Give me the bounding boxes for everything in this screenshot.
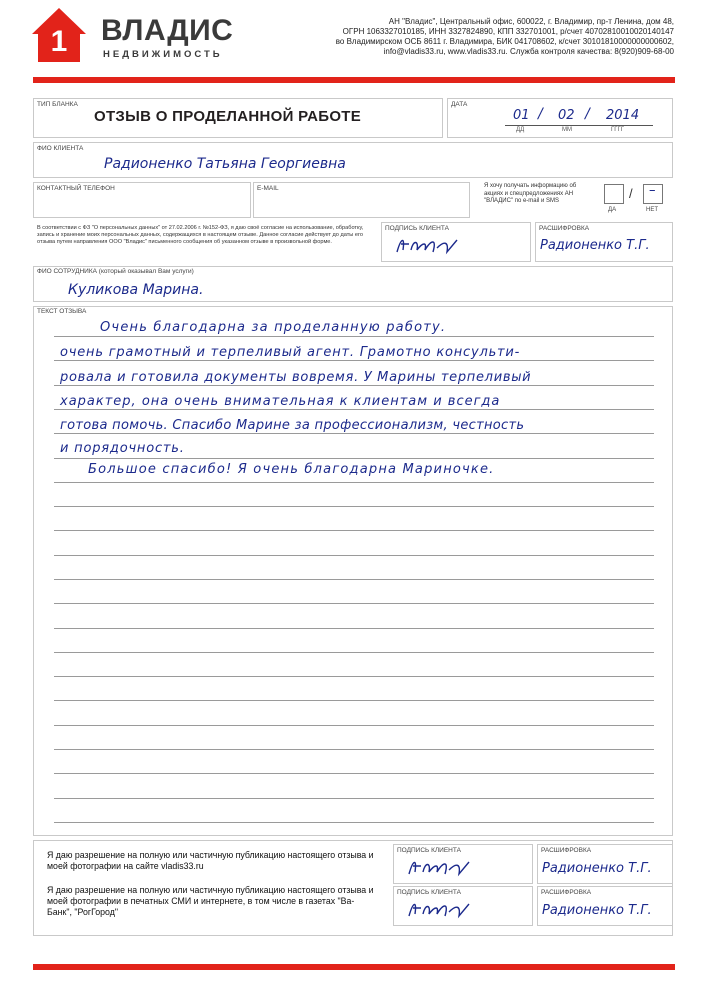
- company-name: ВЛАДИС: [101, 14, 234, 47]
- client-decode-label: РАСШИФРОВКА: [539, 225, 590, 232]
- ruled-line: [54, 433, 654, 434]
- contact-line: во Владимирском ОСБ 8611 г. Владимира, БИК 041708602, к/счет 30101810000000000602,: [335, 37, 674, 46]
- form-type-label: ТИП БЛАНКА: [37, 101, 78, 108]
- press-decode-label: РАСШИФРОВКА: [541, 889, 592, 896]
- ruled-line: [54, 555, 654, 556]
- form-title: ОТЗЫВ О ПРОДЕЛАННОЙ РАБОТЕ: [94, 108, 362, 125]
- ruled-line: [54, 385, 654, 386]
- company-contacts: [214, 17, 674, 57]
- review-line: Большое спасибо! Я очень благодарна Мариночке.: [88, 462, 495, 477]
- review-line: готова помочь. Спасибо Марине за профессионализм, честность: [60, 418, 525, 433]
- ruled-line: [54, 822, 654, 823]
- svg-text:1: 1: [50, 25, 68, 58]
- house-logo-icon: [30, 6, 88, 64]
- date-label: ДАТА: [451, 101, 468, 108]
- date-year[interactable]: 2014: [606, 108, 640, 123]
- promo-no-label: НЕТ: [646, 207, 658, 213]
- site-decode-label: РАСШИФРОВКА: [541, 847, 592, 854]
- promo-no-checkbox[interactable]: [643, 184, 663, 204]
- contact-line: ОГРН 1063327010185, ИНН 3327824890, КПП 332701001, р/счет 40702810010020140147: [342, 27, 674, 36]
- client-decode-value[interactable]: Радионенко Т.Г.: [540, 238, 650, 253]
- client-name-value[interactable]: Радионенко Татьяна Георгиевна: [104, 156, 346, 172]
- ruled-line: [54, 628, 654, 629]
- site-signature-label: ПОДПИСЬ КЛИЕНТА: [397, 847, 461, 854]
- date-sub-year: ГГГГ: [611, 127, 624, 133]
- ruled-line: [54, 603, 654, 604]
- phone-label: КОНТАКТНЫЙ ТЕЛЕФОН: [37, 185, 115, 192]
- ruled-line: [54, 482, 654, 483]
- employee-name-value[interactable]: Куликова Марина.: [68, 282, 204, 298]
- date-month[interactable]: 02: [558, 108, 575, 123]
- review-line: характер, она очень внимательная к клиентам и всегда: [60, 394, 501, 409]
- ruled-line: [54, 676, 654, 677]
- employee-label: ФИО СОТРУДНИКА (который оказывал Вам услуги): [37, 268, 194, 275]
- ruled-line: [54, 798, 654, 799]
- promo-text: Я хочу получать информацию об акциях и спецпредложениях АН "ВЛАДИС" по e-mail и SMS: [484, 183, 577, 204]
- client-signature-label: ПОДПИСЬ КЛИЕНТА: [385, 225, 449, 232]
- company-subtitle: НЕДВИЖИМОСТЬ: [103, 49, 223, 60]
- review-line: очень грамотный и терпеливый агент. Грамотно консульти-: [60, 345, 521, 360]
- ruled-line: [54, 409, 654, 410]
- date-day[interactable]: 01: [513, 108, 530, 123]
- footer-divider: [33, 964, 675, 970]
- email-label: E-MAIL: [257, 185, 279, 192]
- review-line: ровала и готовила документы вовремя. У Марины терпеливый: [60, 370, 532, 385]
- ruled-line: [54, 773, 654, 774]
- press-signature-icon: [405, 896, 475, 922]
- review-label: ТЕКСТ ОТЗЫВА: [37, 308, 87, 315]
- ruled-line: [54, 652, 654, 653]
- contact-line: АН "Владис", Центральный офис, 600022, г. Владимир, пр-т Ленина, дом 48,: [388, 17, 674, 26]
- site-decode-value[interactable]: Радионенко Т.Г.: [542, 861, 652, 876]
- ruled-line: [54, 458, 654, 459]
- email-box: [253, 182, 470, 218]
- ruled-line: [54, 579, 654, 580]
- ruled-line: [54, 725, 654, 726]
- press-signature-label: ПОДПИСЬ КЛИЕНТА: [397, 889, 461, 896]
- consent-text: В соответствии с ФЗ "О персональных данных" от 27.02.2006 г. №152-ФЗ, я даю своё согласие на использование, обработку, запись и хранение моих персональных данных, содержащихся в настоящем отзыве. Данное согласие действует до даты его отзыва путем направления ООО "Владис" письменного сообщения об указанном отзыве в произвольной форме.: [37, 225, 364, 245]
- date-underline: [505, 125, 653, 126]
- promo-no-mark: –: [649, 183, 656, 198]
- contact-line: info@vladis33.ru, www.vladis33.ru. Служба контроля качества: 8(920)909-68-00: [383, 47, 674, 56]
- ruled-line: [54, 700, 654, 701]
- date-sub-day: ДД: [516, 127, 525, 133]
- review-line: и порядочность.: [60, 441, 185, 456]
- ruled-line: [54, 336, 654, 337]
- client-name-label: ФИО КЛИЕНТА: [37, 145, 84, 152]
- publication-press-text: Я даю разрешение на полную или частичную публикацию настоящего отзыва и моей фотографии в печатных СМИ и интернете, в том числе в газетах "Ва-Банк", "РогГород": [47, 885, 374, 917]
- publication-site-text: Я даю разрешение на полную или частичную публикацию настоящего отзыва и моей фотографии на сайте vladis33.ru: [47, 850, 374, 871]
- review-line: Очень благодарна за проделанную работу.: [100, 320, 447, 335]
- promo-yes-label: ДА: [608, 207, 617, 213]
- ruled-line: [54, 749, 654, 750]
- header-divider: [33, 77, 675, 83]
- promo-yes-checkbox[interactable]: [604, 184, 624, 204]
- date-sub-month: ММ: [562, 127, 572, 133]
- ruled-line: [54, 506, 654, 507]
- ruled-line: [54, 530, 654, 531]
- ruled-line: [54, 360, 654, 361]
- site-signature-icon: [405, 854, 475, 880]
- client-signature-icon: [393, 232, 463, 258]
- press-decode-value[interactable]: Радионенко Т.Г.: [542, 903, 652, 918]
